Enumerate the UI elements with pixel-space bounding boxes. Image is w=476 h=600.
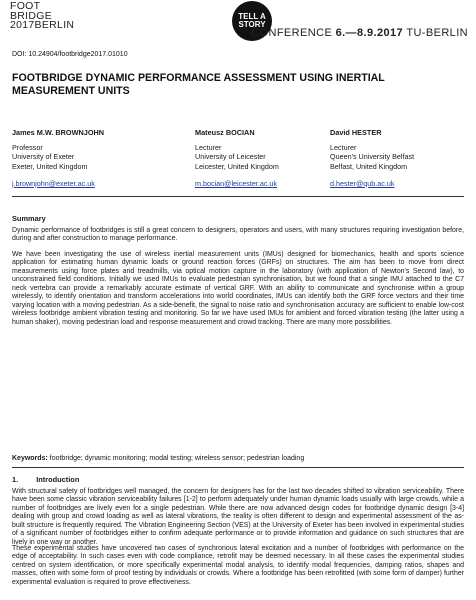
section-title: Introduction [36, 475, 80, 484]
summary-paragraph-1: Dynamic performance of footbridges is still a great concern to designers, operators and users, with many structures requiring investigation before, during and after construction to manage performance. [12, 227, 464, 243]
author-name: James M.W. BROWNJOHN [12, 128, 105, 137]
doi: DOI: 10.24904/footbridge2017.01010 [12, 51, 128, 58]
author-name: Mateusz BOCIAN [195, 128, 255, 137]
conference-banner [228, 27, 468, 39]
badge-line-1: TELL A [238, 12, 266, 21]
author-role: Lecturer [330, 143, 357, 153]
author-role: Professor [12, 143, 43, 153]
keywords-label: Keywords: [12, 455, 48, 462]
keywords-text: footbridge; dynamic monitoring; modal testing; wireless sensor; pedestrian loading [49, 455, 305, 462]
paper-title: FOOTBRIDGE DYNAMIC PERFORMANCE ASSESSMENT USING INERTIAL MEASUREMENT UNITS [12, 72, 385, 97]
summary-heading: Summary [12, 214, 46, 223]
summary-paragraph-2: We have been investigating the use of wireless inertial measurement units (IMUs) designed for biomechanics, health and sports science application for estimating human dynamic loads or ground reaction forces (GRFs) on structures. The aim has been to move from direct measurements using force plates and treadmills, via optical motion capture in the laboratory (with application of Newton's Second law), to unconstrained field conditions. Initially we used IMUs to evaluate pedestrian synchronisation, but we found that a single IMU attached to the C7 neck vertebra can provide a remarkably accurate estimate of vertical GRF. With an ability to communicate and synchronise within a group wirelessly, to identify orientation and transform accelerations into world coordinates, IMUs can identify both the GRF force vectors and their time varying location with a moving pedestrian. As a side-benefit, the signal to noise ratio and synchronisation accuracy are sufficient to enable low-cost wireless footbridge ambient vibration testing and monitoring. So far we have used IMUs for ambient and forced vibration testing (the latter using a human shaker), moving pedestrian load and response measurement and crowd tracking. There are many more possibilities. [12, 251, 464, 326]
logo-line-1: FOOT [10, 0, 41, 12]
conference-city: TU-BERLIN [406, 27, 468, 39]
author-location: Exeter, United Kingdom [12, 161, 88, 171]
author-institution: Queen's University Belfast [330, 152, 415, 162]
author-email-link[interactable]: j.brownjohn@exeter.ac.uk [12, 178, 95, 188]
introduction-paragraph-1: With structural safety of footbridges well managed, the concern for designers has for the last two decades shifted to vibration serviceability. There have been some classic vibration serviceability failures [1-2] to perform adequately under human dynamic loads usually with large crowds, while a number of footbridges are lively even for a single pedestrian. While there are now advanced design codes for footbridge dynamic design [3-4] dealing with group and crowd loading as well as lateral vibrations, the reality is often different to design and experimental assessment of the as-built structure is frequently required. The Vibration Engineering Section (VES) at the University of Exeter has been involved in experimental studies of a significant number of footbridges either to confirm adequate performance or to provide information and guidance on such structures that are lively in one way or another. [12, 488, 464, 546]
footbridge-logo [10, 2, 74, 31]
introduction-paragraph-2: These experimental studies have uncovered two cases of synchronous lateral excitation and a number of footbridges with performance on the edge of acceptability. In such cases even with code compliance, retrofit may be deemed necessary. In all these cases the experimental studies centred on system identification, or more specifically experimental modal analysis, to identify modal frequencies, damping ratios, shapes and masses, often with some form of proof testing by individuals or crowds. Where a footbridge has been retrofitted (with some form of damper) further experimental evaluation is required to prove effectiveness. [12, 545, 464, 586]
author-3 [330, 128, 414, 188]
author-block [12, 128, 472, 190]
author-institution: University of Exeter [12, 152, 75, 162]
conference-header [0, 0, 476, 46]
introduction-heading [12, 475, 79, 484]
conference-dates: 6.—8.9.2017 [335, 27, 404, 39]
author-name: David HESTER [330, 128, 382, 137]
conference-label: CONFERENCE [251, 27, 333, 39]
keywords-line [12, 455, 464, 464]
author-role: Lecturer [195, 143, 222, 153]
author-location: Leicester, United Kingdom [195, 161, 279, 171]
section-number: 1. [12, 475, 19, 484]
badge-line-2: STORY [238, 20, 266, 29]
divider-top [12, 196, 464, 197]
logo-line-2: BRIDGE [10, 9, 53, 22]
logo-line-3: 2017BERLIN [10, 19, 75, 31]
divider-bottom [12, 467, 464, 468]
author-email-link[interactable]: m.bocian@leicester.ac.uk [195, 178, 278, 188]
author-institution: University of Leicester [195, 152, 266, 162]
author-2 [195, 128, 279, 188]
author-location: Belfast, United Kingdom [330, 161, 408, 171]
author-email-link[interactable]: d.hester@qub.ac.uk [330, 178, 395, 188]
author-1 [12, 128, 104, 188]
